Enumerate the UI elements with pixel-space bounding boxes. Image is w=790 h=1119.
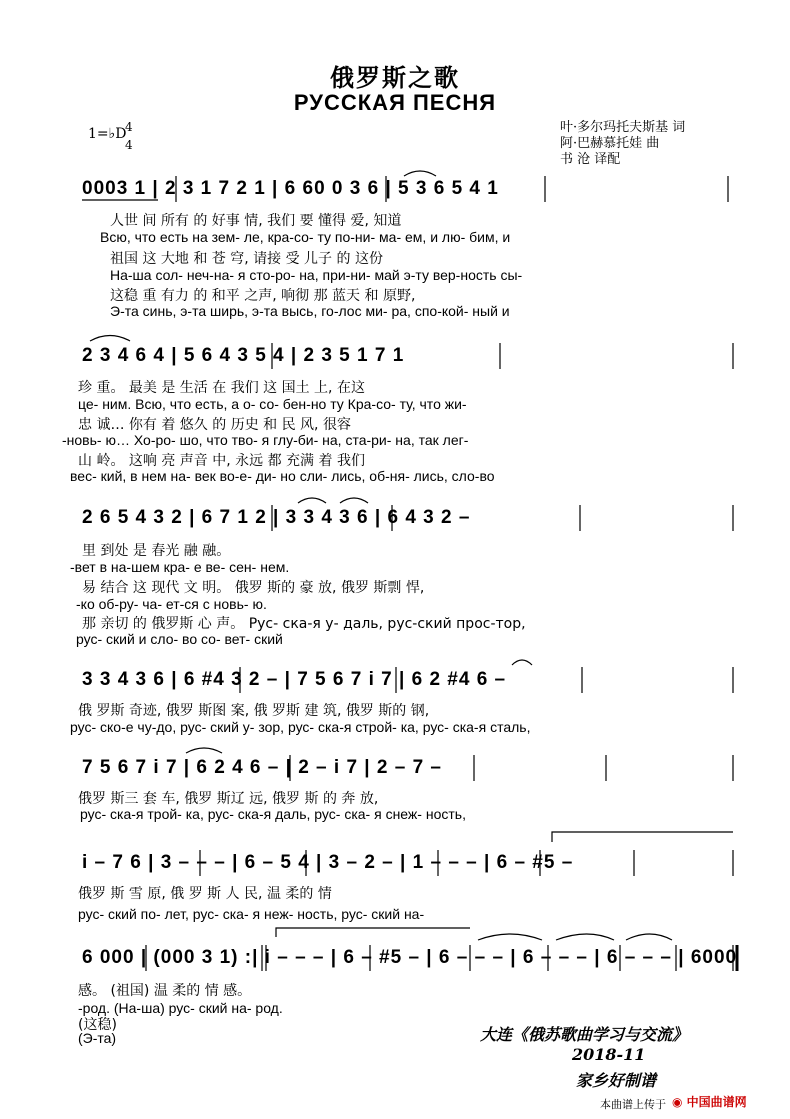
music-line-7: 6 000 | (000 3 1) :| i – – – | 6 – #5 – | 6 – – – | 6 – – – | 6 – – – | 6000 xyxy=(82,947,738,968)
key-signature: 1=♭D xyxy=(88,126,127,142)
meter-top: 4 xyxy=(125,120,133,134)
lyric-1-1: 人世 间 所有 的 好事 情, 我们 要 懂得 爱, 知道 xyxy=(110,213,402,229)
lyric-2-5: 山 岭。 这响 亮 声音 中, 永远 都 充满 着 我们 xyxy=(78,453,365,469)
lyric-7-3: (这稳) xyxy=(78,1017,117,1033)
lyric-3-3: 易 结合 这 现代 文 明。 俄罗 斯的 豪 放, 俄罗 斯剽 悍, xyxy=(82,580,425,596)
lyric-4-2: рус- ско-е чу-до, рус- ский у- зор, рус- ска-я строй- ка, рус- ска-я сталь, xyxy=(70,719,531,735)
lyric-2-6: вес- кий, в нем на- век во-е- ди- но сли- лись, об-ня- лись, сло-во xyxy=(70,468,495,484)
title-russian: РУССКАЯ ПЕСНЯ xyxy=(293,90,497,115)
music-line-6: i – 7 6 | 3 – – – | 6 – 5 4 | 3 – 2 – | 1 – – – | 6 – #5 – xyxy=(82,852,574,873)
music-line-1: 0003 1 | 2 3 1 7 2 1 | 6 60 0 3 6 | 5 3 6 5 4 1 xyxy=(82,178,499,199)
credit-translator: 书 沧 译配 xyxy=(560,152,621,167)
lyric-1-3: 祖国 这 大地 和 苍 穹, 请接 受 儿子 的 这份 xyxy=(110,251,383,267)
title-chinese: 俄罗斯之歌 xyxy=(330,63,460,92)
footer-date: 2018-11 xyxy=(572,1045,646,1064)
lyric-1-2: Всю, что есть на зем- ле, кра-со- ту по-ни- ма- ем, и лю- бим, и xyxy=(100,229,511,245)
lyric-3-2: -вет в на-шем кра- е ве- сен- нем. xyxy=(70,559,290,575)
lyric-3-4: -ко об-ру- ча- ет-ся с новь- ю. xyxy=(76,596,267,612)
site-watermark-text: 本曲谱上传于 xyxy=(600,1098,666,1111)
lyric-1-6: Э-та синь, э-та ширь, э-та высь, го-лос ми- ра, спо-кой- ный и xyxy=(110,303,510,319)
lyric-2-3: 忠 诚… 你有 着 悠久 的 历史 和 民 风, 很容 xyxy=(78,417,351,433)
lyric-3-6: рус- ский и сло- во со- вет- ский xyxy=(76,631,283,647)
lyric-4-1: 俄 罗斯 奇迹, 俄罗 斯图 案, 俄 罗斯 建 筑, 俄罗 斯的 钢, xyxy=(78,703,430,719)
lyric-7-2: -род. (На-ша) рус- ский на- род. xyxy=(78,1000,283,1016)
lyric-3-5: 那 亲切 的 俄罗斯 心 声。 Рус- ска-я у- даль, рус-ский прос-тор, xyxy=(82,616,526,632)
music-line-4: 3 3 4 3 6 | 6 #4 3 2 – | 7 5 6 7 i 7 | 6 2 #4 6 – xyxy=(82,669,507,690)
credit-lyricist: 叶·多尔玛托夫斯基 词 xyxy=(560,120,686,135)
lyric-2-4: -новь- ю… Хо-ро- шо, что тво- я глу-би- на, ста-ри- на, так лег- xyxy=(62,432,469,448)
footer-source: 大连《俄苏歌曲学习与交流》 xyxy=(480,1025,689,1044)
lyric-1-5: 这稳 重 有力 的 和平 之声, 响彻 那 蓝天 和 原野, xyxy=(110,288,416,304)
site-logo: ◉ 中国曲谱网 xyxy=(672,1095,747,1109)
lyric-5-1: 俄罗 斯三 套 车, 俄罗 斯辽 远, 俄罗 斯 的 奔 放, xyxy=(78,791,379,807)
lyric-1-4: На-ша сол- неч-на- я сто-ро- на, при-ни- май э-ту вер-ность сы- xyxy=(110,267,523,283)
credit-composer: 阿·巴赫慕托娃 曲 xyxy=(560,136,660,151)
music-line-3: 2 6 5 4 3 2 | 6 7 1 2 | 3 3 4 3 6 | 6 4 3 2 – xyxy=(82,507,471,528)
lyric-6-1: 俄罗 斯 雪 原, 俄 罗 斯 人 民, 温 柔的 情 xyxy=(78,886,332,902)
music-line-5: 7 5 6 7 i 7 | 6 2 4 6 – | 2 – i 7 | 2 – 7 – xyxy=(82,757,442,778)
lyric-7-4: (Э-та) xyxy=(78,1030,117,1046)
music-line-2: 2 3 4 6 4 | 5 6 4 3 5 4 | 2 3 5 1 7 1 xyxy=(82,345,405,366)
lyric-3-1: 里 到处 是 春光 融 融。 xyxy=(82,543,231,559)
footer-author: 家乡好制谱 xyxy=(576,1071,657,1090)
lyric-2-2: це- ним. Всю, что есть, а о- со- бен-но ту Кра-со- ту, что жи- xyxy=(78,396,467,412)
lyric-5-2: рус- ска-я трой- ка, рус- ска-я даль, рус- ска- я снеж- ность, xyxy=(80,806,466,822)
meter-bottom: 4 xyxy=(125,138,133,152)
lyric-2-1: 珍 重。 最美 是 生活 在 我们 这 国土 上, 在这 xyxy=(78,380,365,396)
lyric-6-2: рус- ский по- лет, рус- ска- я неж- ность, рус- ский на- xyxy=(78,906,425,922)
lyric-7-1: 感。 (祖国) 温 柔的 情 感。 xyxy=(78,983,252,999)
